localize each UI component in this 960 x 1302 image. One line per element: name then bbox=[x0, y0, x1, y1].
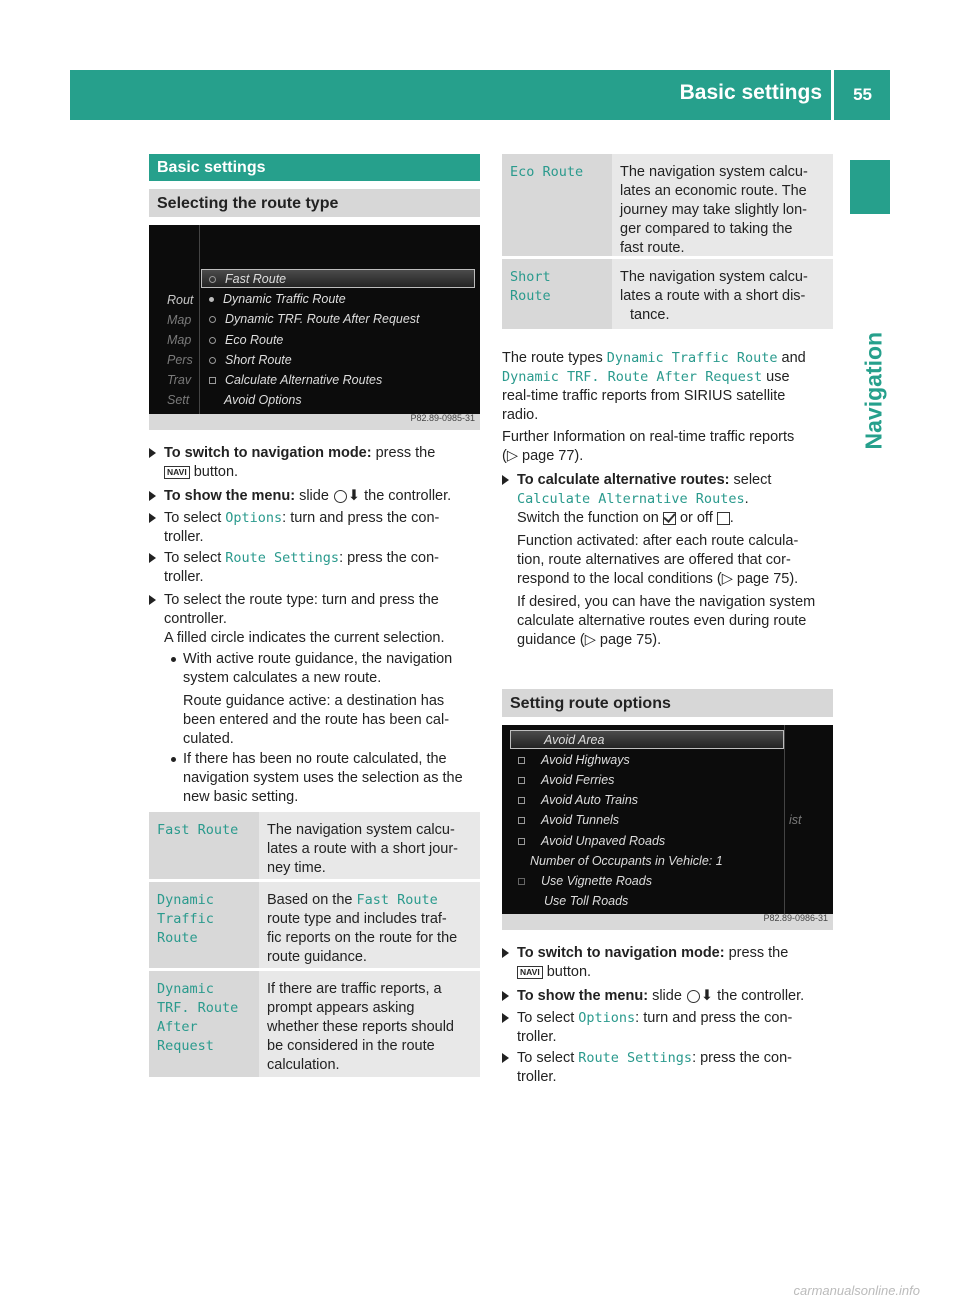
checkbox-icon bbox=[518, 777, 525, 784]
menu-item: Eco Route bbox=[209, 331, 283, 350]
step-arrow-icon bbox=[502, 475, 509, 485]
checkbox-icon bbox=[518, 878, 525, 885]
checkbox-icon bbox=[518, 817, 525, 824]
bullet-item: If there has been no route calculated, the navigation system uses the selection as the new basic setting. bbox=[171, 750, 486, 807]
table-term: Dynamic TRF. Route After Request bbox=[157, 981, 239, 1054]
instruction-step: To select Route Settings: press the con- troller. bbox=[502, 1049, 837, 1087]
menu-item: Avoid Auto Trains bbox=[518, 791, 638, 810]
table-desc: Based on the Fast Route route type and includes traf- fic reports on the route for the route guidance. bbox=[267, 892, 458, 965]
menu-item: Fast Route bbox=[209, 270, 286, 289]
step-arrow-icon bbox=[149, 595, 156, 605]
table-desc: The navigation system calcu- lates an economic route. The journey may take slightly lon- ger compared to taking the fast route. bbox=[620, 164, 808, 256]
instruction-step: To show the menu: slide ⬇ the controller. bbox=[149, 487, 484, 506]
instruction-step: To calculate alternative routes: select Calculate Alternative Routes. Switch the function on or off . Function activated: after each route calcula- tion, route alternatives are offered that cor- respond to the local conditions (▷ page 75). If desired, you can have the navigation system calculate alternative routes even during route guidance (▷ page 75). bbox=[502, 471, 837, 650]
table-term: Eco Route bbox=[510, 164, 584, 180]
table-desc: If there are traffic reports, a prompt appears asking whether these reports should be considered in the route calculation. bbox=[267, 981, 454, 1073]
radio-icon bbox=[209, 357, 216, 364]
step-arrow-icon bbox=[502, 991, 509, 1001]
menu-divider bbox=[199, 225, 200, 415]
menu-item: Avoid Tunnels bbox=[518, 811, 619, 830]
controller-dial-icon bbox=[334, 490, 347, 503]
radio-icon bbox=[209, 276, 216, 283]
step-arrow-icon bbox=[502, 1013, 509, 1023]
section-heading: Basic settings bbox=[149, 154, 480, 181]
menu-item: Avoid Ferries bbox=[518, 771, 614, 790]
chapter-tab bbox=[850, 160, 890, 214]
menu-tab: Rout bbox=[167, 293, 194, 307]
menu-item: Avoid Options bbox=[224, 393, 302, 407]
table-row bbox=[149, 882, 480, 971]
step-arrow-icon bbox=[149, 513, 156, 523]
checkbox-checked-icon bbox=[663, 512, 676, 525]
route-type-table-continued bbox=[502, 154, 833, 332]
page-header-bar bbox=[70, 70, 890, 120]
table-desc: The navigation system calcu- lates a route with a short jour- ney time. bbox=[267, 822, 459, 876]
instruction-step: To switch to navigation mode: press the NAVI button. bbox=[502, 944, 837, 982]
paragraph: The route types Dynamic Traffic Route and Dynamic TRF. Route After Request use real-time traffic reports from SIRIUS satellite radio. bbox=[502, 350, 806, 423]
watermark: carmanualsonline.info bbox=[793, 1283, 920, 1298]
table-row bbox=[502, 154, 833, 259]
table-term: Dynamic Traffic Route bbox=[157, 892, 214, 946]
image-code: P82.89-0985-31 bbox=[410, 413, 475, 423]
subsection-heading: Setting route options bbox=[502, 689, 833, 717]
step-arrow-icon bbox=[502, 1053, 509, 1063]
menu-tab: ist bbox=[789, 813, 802, 827]
chapter-label: Navigation bbox=[860, 331, 887, 450]
menu-item: Calculate Alternative Routes bbox=[209, 371, 382, 390]
menu-item: Dynamic Traffic Route bbox=[209, 290, 346, 309]
checkbox-icon bbox=[209, 377, 216, 384]
instruction-step: To select Route Settings: press the con- troller. bbox=[149, 549, 484, 587]
route-type-table bbox=[149, 812, 480, 1080]
instruction-step: To select Options: turn and press the con- troller. bbox=[502, 1009, 837, 1047]
image-code: P82.89-0986-31 bbox=[763, 913, 828, 923]
bullet-dot-icon bbox=[171, 757, 176, 762]
radio-icon bbox=[209, 316, 216, 323]
table-term: Fast Route bbox=[157, 822, 239, 838]
header-title: Basic settings bbox=[679, 81, 822, 104]
menu-tab: Pers bbox=[167, 353, 193, 367]
checkbox-icon bbox=[518, 797, 525, 804]
navi-key-icon: NAVI bbox=[164, 466, 190, 479]
paragraph: Further Information on real-time traffic reports (▷ page 77). bbox=[502, 429, 795, 464]
route-options-screenshot bbox=[502, 725, 833, 930]
bullet-dot-icon bbox=[171, 657, 176, 662]
table-row bbox=[149, 971, 480, 1080]
step-arrow-icon bbox=[502, 948, 509, 958]
page-number: 55 bbox=[853, 85, 872, 104]
table-row bbox=[502, 259, 833, 332]
header-divider bbox=[831, 70, 834, 120]
controller-dial-icon bbox=[687, 990, 700, 1003]
instruction-step: To switch to navigation mode: press the NAVI button. bbox=[149, 444, 484, 482]
step-arrow-icon bbox=[149, 448, 156, 458]
bullet-item: With active route guidance, the navigation system calculates a new route. Route guidance active: a destination has been entered and the route has been cal- culated. bbox=[171, 650, 486, 749]
instruction-step: To select the route type: turn and press the controller. A filled circle indicates the current selection. bbox=[149, 591, 484, 648]
menu-item: Dynamic TRF. Route After Request bbox=[209, 310, 420, 329]
table-term: Short Route bbox=[510, 269, 551, 304]
menu-tab: Trav bbox=[167, 373, 192, 387]
menu-tab: Map bbox=[167, 333, 192, 347]
table-row bbox=[149, 812, 480, 882]
menu-item: Use Vignette Roads bbox=[518, 872, 652, 891]
menu-tab: Sett bbox=[167, 393, 190, 407]
menu-item: Short Route bbox=[209, 351, 292, 370]
step-arrow-icon bbox=[149, 491, 156, 501]
checkbox-empty-icon bbox=[717, 512, 730, 525]
checkbox-icon bbox=[518, 838, 525, 845]
radio-filled-icon bbox=[209, 297, 214, 302]
instruction-step: To select Options: turn and press the con- troller. bbox=[149, 509, 484, 547]
table-desc: The navigation system calcu- lates a route with a short dis- tance. bbox=[620, 269, 808, 323]
menu-item: Avoid Unpaved Roads bbox=[518, 832, 665, 851]
menu-tab: Map bbox=[167, 313, 192, 327]
menu-divider bbox=[784, 725, 785, 915]
radio-icon bbox=[209, 337, 216, 344]
checkbox-icon bbox=[518, 757, 525, 764]
menu-item: Avoid Area bbox=[544, 733, 605, 747]
instruction-step: To show the menu: slide ⬇ the controller. bbox=[502, 987, 837, 1006]
menu-item: Number of Occupants in Vehicle: 1 bbox=[530, 854, 723, 868]
subsection-heading: Selecting the route type bbox=[149, 189, 480, 217]
menu-item: Avoid Highways bbox=[518, 751, 630, 770]
step-arrow-icon bbox=[149, 553, 156, 563]
menu-item: Use Toll Roads bbox=[544, 894, 629, 908]
route-type-screenshot bbox=[149, 225, 480, 430]
navi-key-icon: NAVI bbox=[517, 966, 543, 979]
